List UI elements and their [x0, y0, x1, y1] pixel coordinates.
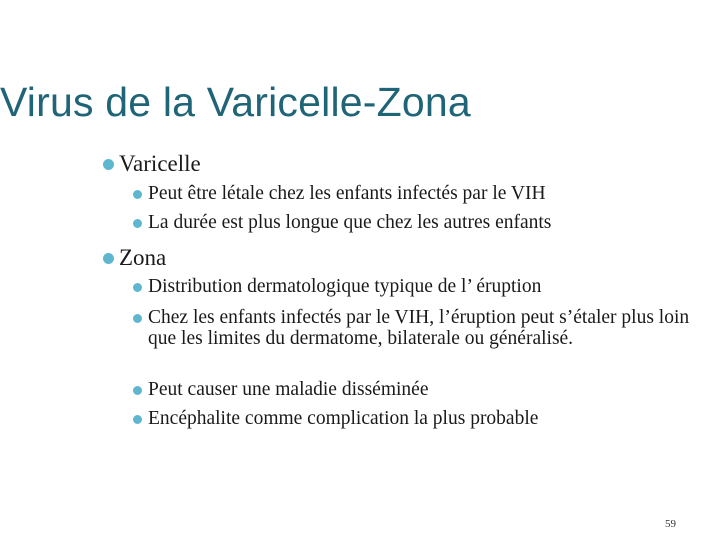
section-heading-varicelle: Varicelle — [119, 151, 201, 176]
slide-title: Virus de la Varicelle-Zona — [0, 79, 471, 125]
list-item — [133, 307, 693, 349]
bullet-dot-icon — [133, 190, 142, 199]
bullet-dot-icon — [133, 283, 142, 292]
section-heading-zona: Zona — [119, 245, 167, 270]
page-number: 59 — [665, 518, 676, 530]
list-item — [133, 408, 693, 429]
list-item-text: Peut être létale chez les enfants infectés par le VIH — [148, 183, 546, 204]
bullet-dot-icon — [133, 386, 142, 395]
bullet-dot-icon — [103, 159, 114, 170]
bullet-dot-icon — [133, 314, 142, 323]
list-item — [133, 183, 693, 204]
list-item — [133, 276, 693, 297]
bullet-dot-icon — [103, 253, 114, 264]
list-item — [133, 212, 693, 233]
list-item-text: Chez les enfants infectés par le VIH, l’éruption peut s’étaler plus loin que les limites du dermatome, bilaterale ou généralisé. — [148, 307, 690, 349]
list-item-text: Peut causer une maladie disséminée — [148, 379, 429, 400]
list-item-text: Encéphalite comme complication la plus probable — [148, 408, 539, 429]
list-item-text: Distribution dermatologique typique de l’ éruption — [148, 276, 542, 297]
list-item-text: La durée est plus longue que chez les autres enfants — [148, 212, 552, 233]
bullet-dot-icon — [133, 415, 142, 424]
list-item — [133, 379, 693, 400]
bullet-dot-icon — [133, 219, 142, 228]
